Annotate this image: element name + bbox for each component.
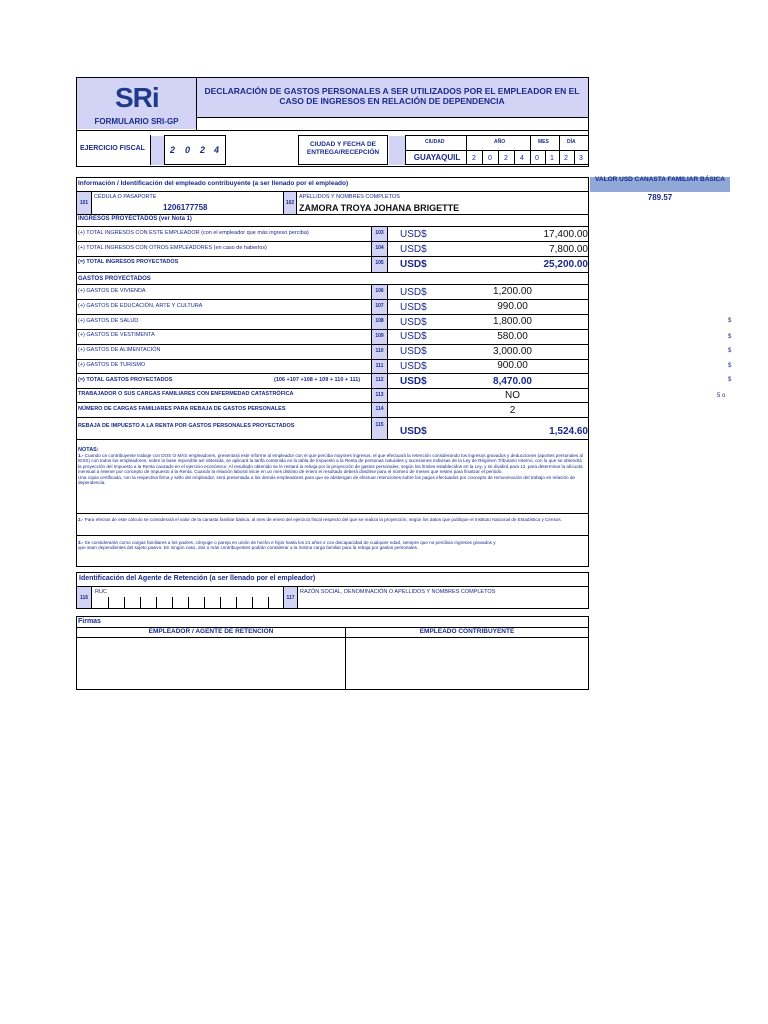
expense-row-label: (+) GASTOS DE SALUD [78, 318, 139, 324]
year-digit: 2 [472, 155, 476, 162]
expense-value[interactable]: 990.00 [497, 301, 528, 312]
side-mark: $ [728, 348, 732, 354]
side-trailing-text: 5 o [717, 393, 726, 399]
fiscal-digit: 2 [200, 145, 206, 155]
currency-label: USD$ [400, 229, 427, 240]
note-3b-text: que sean dependientes del sujeto pasivo. En ningún caso, dos o más contribuyentes podrán considerar a la misma carga familiar para la rebaja por gastos personales. [78, 545, 419, 551]
income-section-title: INGRESOS PROYECTADOS (ver Nota 1) [78, 216, 192, 222]
side-mark: $ [728, 318, 732, 324]
fiscal-year-label: EJERCICIO FISCAL [80, 145, 145, 152]
note-3-number: 3.- [78, 540, 84, 545]
field-code: 109 [371, 330, 388, 344]
agent-name-label: RAZÓN SOCIAL, DENOMINACIÓN O APELLIDOS Y NOMBRES COMPLETOS [300, 589, 496, 595]
expense-row-label: (+) GASTOS DE VIVIENDA [78, 288, 146, 294]
sri-logo: SRi [115, 82, 159, 113]
currency-label: USD$ [400, 317, 427, 328]
expense-row-label: (+) GASTOS DE TURISMO [78, 362, 146, 368]
form-title: DECLARACIÓN DE GASTOS PERSONALES A SER UTILIZADOS POR EL EMPLEADOR EN EL CASO DE INGRESOS EN RELACIÓN DE DEPENDENCIA [204, 86, 580, 106]
side-mark: $ [728, 334, 732, 340]
id-value[interactable]: 1206177758 [163, 203, 208, 212]
field-code: 106 [371, 285, 388, 299]
fiscal-digit: 0 [185, 145, 191, 155]
id-label: CÉDULA O PASAPORTE [94, 194, 157, 200]
note-1-number: 1.- [78, 453, 84, 458]
currency-label: USD$ [400, 259, 427, 270]
field-code: 110 [371, 345, 388, 359]
field-code: 116 [77, 587, 92, 608]
basket-value: 789.57 [647, 193, 673, 202]
income-row-label: (+) TOTAL INGRESOS CON ESTE EMPLEADOR (con el empleador que más ingreso perciba) [78, 230, 309, 236]
day-digit: 3 [579, 155, 583, 162]
expense-total-formula: (106 +107 +108 + 109 + 110 + 111) [274, 377, 361, 383]
basket-label: VALOR USD CANASTA FAMILIAR BÁSICA [595, 176, 725, 183]
year-digit: 2 [504, 155, 508, 162]
field-code: 103 [371, 227, 388, 241]
employee-signature-label: EMPLEADO CONTRIBUYENTE [419, 628, 515, 635]
dependents-value[interactable]: 2 [509, 405, 516, 416]
ruc-label: RUC [95, 589, 107, 595]
agent-section-title: Identificación del Agente de Retención (a ser llenado por el empleador) [79, 575, 316, 582]
expense-row-label: (+) GASTOS DE EDUCACIÓN, ARTE Y CULTURA [78, 303, 203, 309]
year-label: AÑO [494, 139, 506, 145]
field-code: 112 [371, 374, 388, 388]
note-1-text: Cuando un contribuyente trabaje con DOS O MÁS empleadores, presentará este informe al empleador con el que perciba mayores ingresos, el que efectuará la retención considerando los ingresos gravados y deducciones (aportes personales al IESS) con todos los empleadores, sobre la base imponible así obtenida, se aplicará la tarifa contenida en la tabla de Impuesto a la Renta de personas naturales y sucesiones indivisas de la Ley de Régimen Tributario Interno, con lo que se obtendrá la proyección del Impuesto a la Renta causado en el ejercicio económico. Al resultado obtenido se le restará la rebaja por la proyección de gastos personales, según los límites establecidos en la Ley, y se dividirá para 12, para determinar la alícuota mensual a retener por concepto de Impuesto a la Renta. Cuando la relación laboral inicie en un mes distinto de enero el resultado deberá dividirse para el número de meses que resten para finalizar el periodo. [78, 453, 584, 475]
note-2-text: Para efectos de este cálculo se considerará el valor de la canasta familiar básica, al mes de enero del ejercicio fiscal respecto del que se realiza la proyección, según los datos que publique el Instituto Nacional de Estadística y Censos. [84, 517, 562, 522]
side-mark: $ [728, 363, 732, 369]
employer-signature-label: EMPLEADOR / AGENTE DE RETENCIÓN [148, 628, 274, 635]
day-label: DÍA [567, 139, 576, 145]
income-value[interactable]: 7,800.00 [549, 244, 588, 255]
month-label: MES [538, 139, 549, 145]
note-1b-text: Una copia certificada, con la respectiva firma y sello del empleador, será presentada a los demás empleadores para que se abstengan de efectuar retenciones sobre los pagos efectuados por concepto de remuneración del trabajo en relación de dependencia. [78, 474, 575, 486]
income-row-label: (+) TOTAL INGRESOS CON OTROS EMPLEADORES (en caso de haberlos) [78, 245, 267, 251]
catastrophic-value[interactable]: NO [505, 390, 520, 401]
dependents-label: NÚMERO DE CARGAS FAMILIARES PARA REBAJA DE GASTOS PERSONALES [78, 406, 286, 412]
side-mark: $ [728, 377, 732, 383]
city-label: CIUDAD [425, 139, 445, 145]
currency-label: USD$ [400, 361, 427, 372]
month-digit: 1 [550, 155, 554, 162]
expense-row-label: (+) GASTOS DE ALIMENTACIÓN [78, 347, 161, 353]
expense-value[interactable]: 580.00 [497, 331, 528, 342]
month-digit: 0 [535, 155, 539, 162]
currency-label: USD$ [400, 426, 427, 437]
year-digit: 4 [520, 155, 524, 162]
field-code: 107 [371, 300, 388, 314]
expense-total-value: 8,470.00 [493, 376, 532, 387]
notes-title: NOTAS: [78, 447, 99, 453]
city-value: GUAYAQUIL [413, 153, 461, 162]
note-3-text: Se considerarán como cargas familiares a los padres, cónyuge o pareja en unión de hecho e hijos hasta los 21 años o con discapacidad de cualquier edad, siempre que no perciban ingresos gravados y [84, 540, 496, 545]
signatures-title: Firmas [78, 618, 101, 625]
field-code: 115 [371, 418, 388, 439]
employee-signature-area[interactable] [346, 638, 588, 689]
employee-section-title: Información / Identificación del empleado contribuyente (a ser llenado por el empleado) [78, 180, 349, 187]
day-digit: 2 [564, 155, 568, 162]
currency-label: USD$ [400, 376, 427, 387]
field-code: 111 [371, 360, 388, 374]
note-2-number: 2.- [78, 517, 84, 522]
expense-value[interactable]: 1,800.00 [493, 316, 532, 327]
name-label: APELLIDOS Y NOMBRES COMPLETOS [299, 194, 400, 200]
employer-signature-area[interactable] [77, 638, 345, 689]
name-value[interactable]: ZAMORA TROYA JOHANA BRIGETTE [299, 203, 460, 213]
field-code: 101 [77, 192, 92, 214]
income-total-label: (=) TOTAL INGRESOS PROYECTADOS [78, 259, 179, 265]
field-code: 102 [283, 192, 297, 214]
expenses-section-title: GASTOS PROYECTADOS [78, 276, 151, 282]
currency-label: USD$ [400, 346, 427, 357]
ruc-input[interactable] [92, 597, 283, 608]
income-total-value: 25,200.00 [543, 259, 588, 270]
note-1 [78, 453, 586, 485]
fiscal-digit: 2 [170, 145, 176, 155]
income-value[interactable]: 17,400.00 [543, 229, 588, 240]
note-2 [78, 517, 586, 522]
currency-label: USD$ [400, 244, 427, 255]
expense-value[interactable]: 900.00 [497, 360, 528, 371]
year-digit: 0 [488, 155, 492, 162]
expense-value[interactable]: 3,000.00 [493, 346, 532, 357]
city-date-label: CIUDAD Y FECHA DE ENTREGA/RECEPCIÓN [306, 141, 380, 156]
field-code: 117 [283, 587, 298, 608]
catastrophic-label: TRABAJADOR O SUS CARGAS FAMILIARES CON ENFERMEDAD CATASTRÓFICA [78, 391, 294, 397]
expense-total-label: (=) TOTAL GASTOS PROYECTADOS [78, 377, 173, 383]
rebate-label: REBAJA DE IMPUESTO A LA RENTA POR GASTOS PERSONALES PROYECTADOS [78, 423, 295, 429]
currency-label: USD$ [400, 287, 427, 298]
rebate-value: 1,524.60 [549, 426, 588, 437]
currency-label: USD$ [400, 331, 427, 342]
field-code: 108 [371, 315, 388, 329]
field-code: 114 [371, 403, 388, 417]
note-3 [78, 540, 586, 551]
field-code: 104 [371, 242, 388, 256]
field-code: 113 [371, 389, 388, 402]
currency-label: USD$ [400, 302, 427, 313]
field-code: 105 [371, 257, 388, 272]
fiscal-digit: 4 [214, 145, 220, 155]
expense-row-label: (+) GASTOS DE VESTIMENTA [78, 332, 155, 338]
form-name: FORMULARIO SRI-GP [94, 117, 179, 126]
expense-value[interactable]: 1,200.00 [493, 286, 532, 297]
